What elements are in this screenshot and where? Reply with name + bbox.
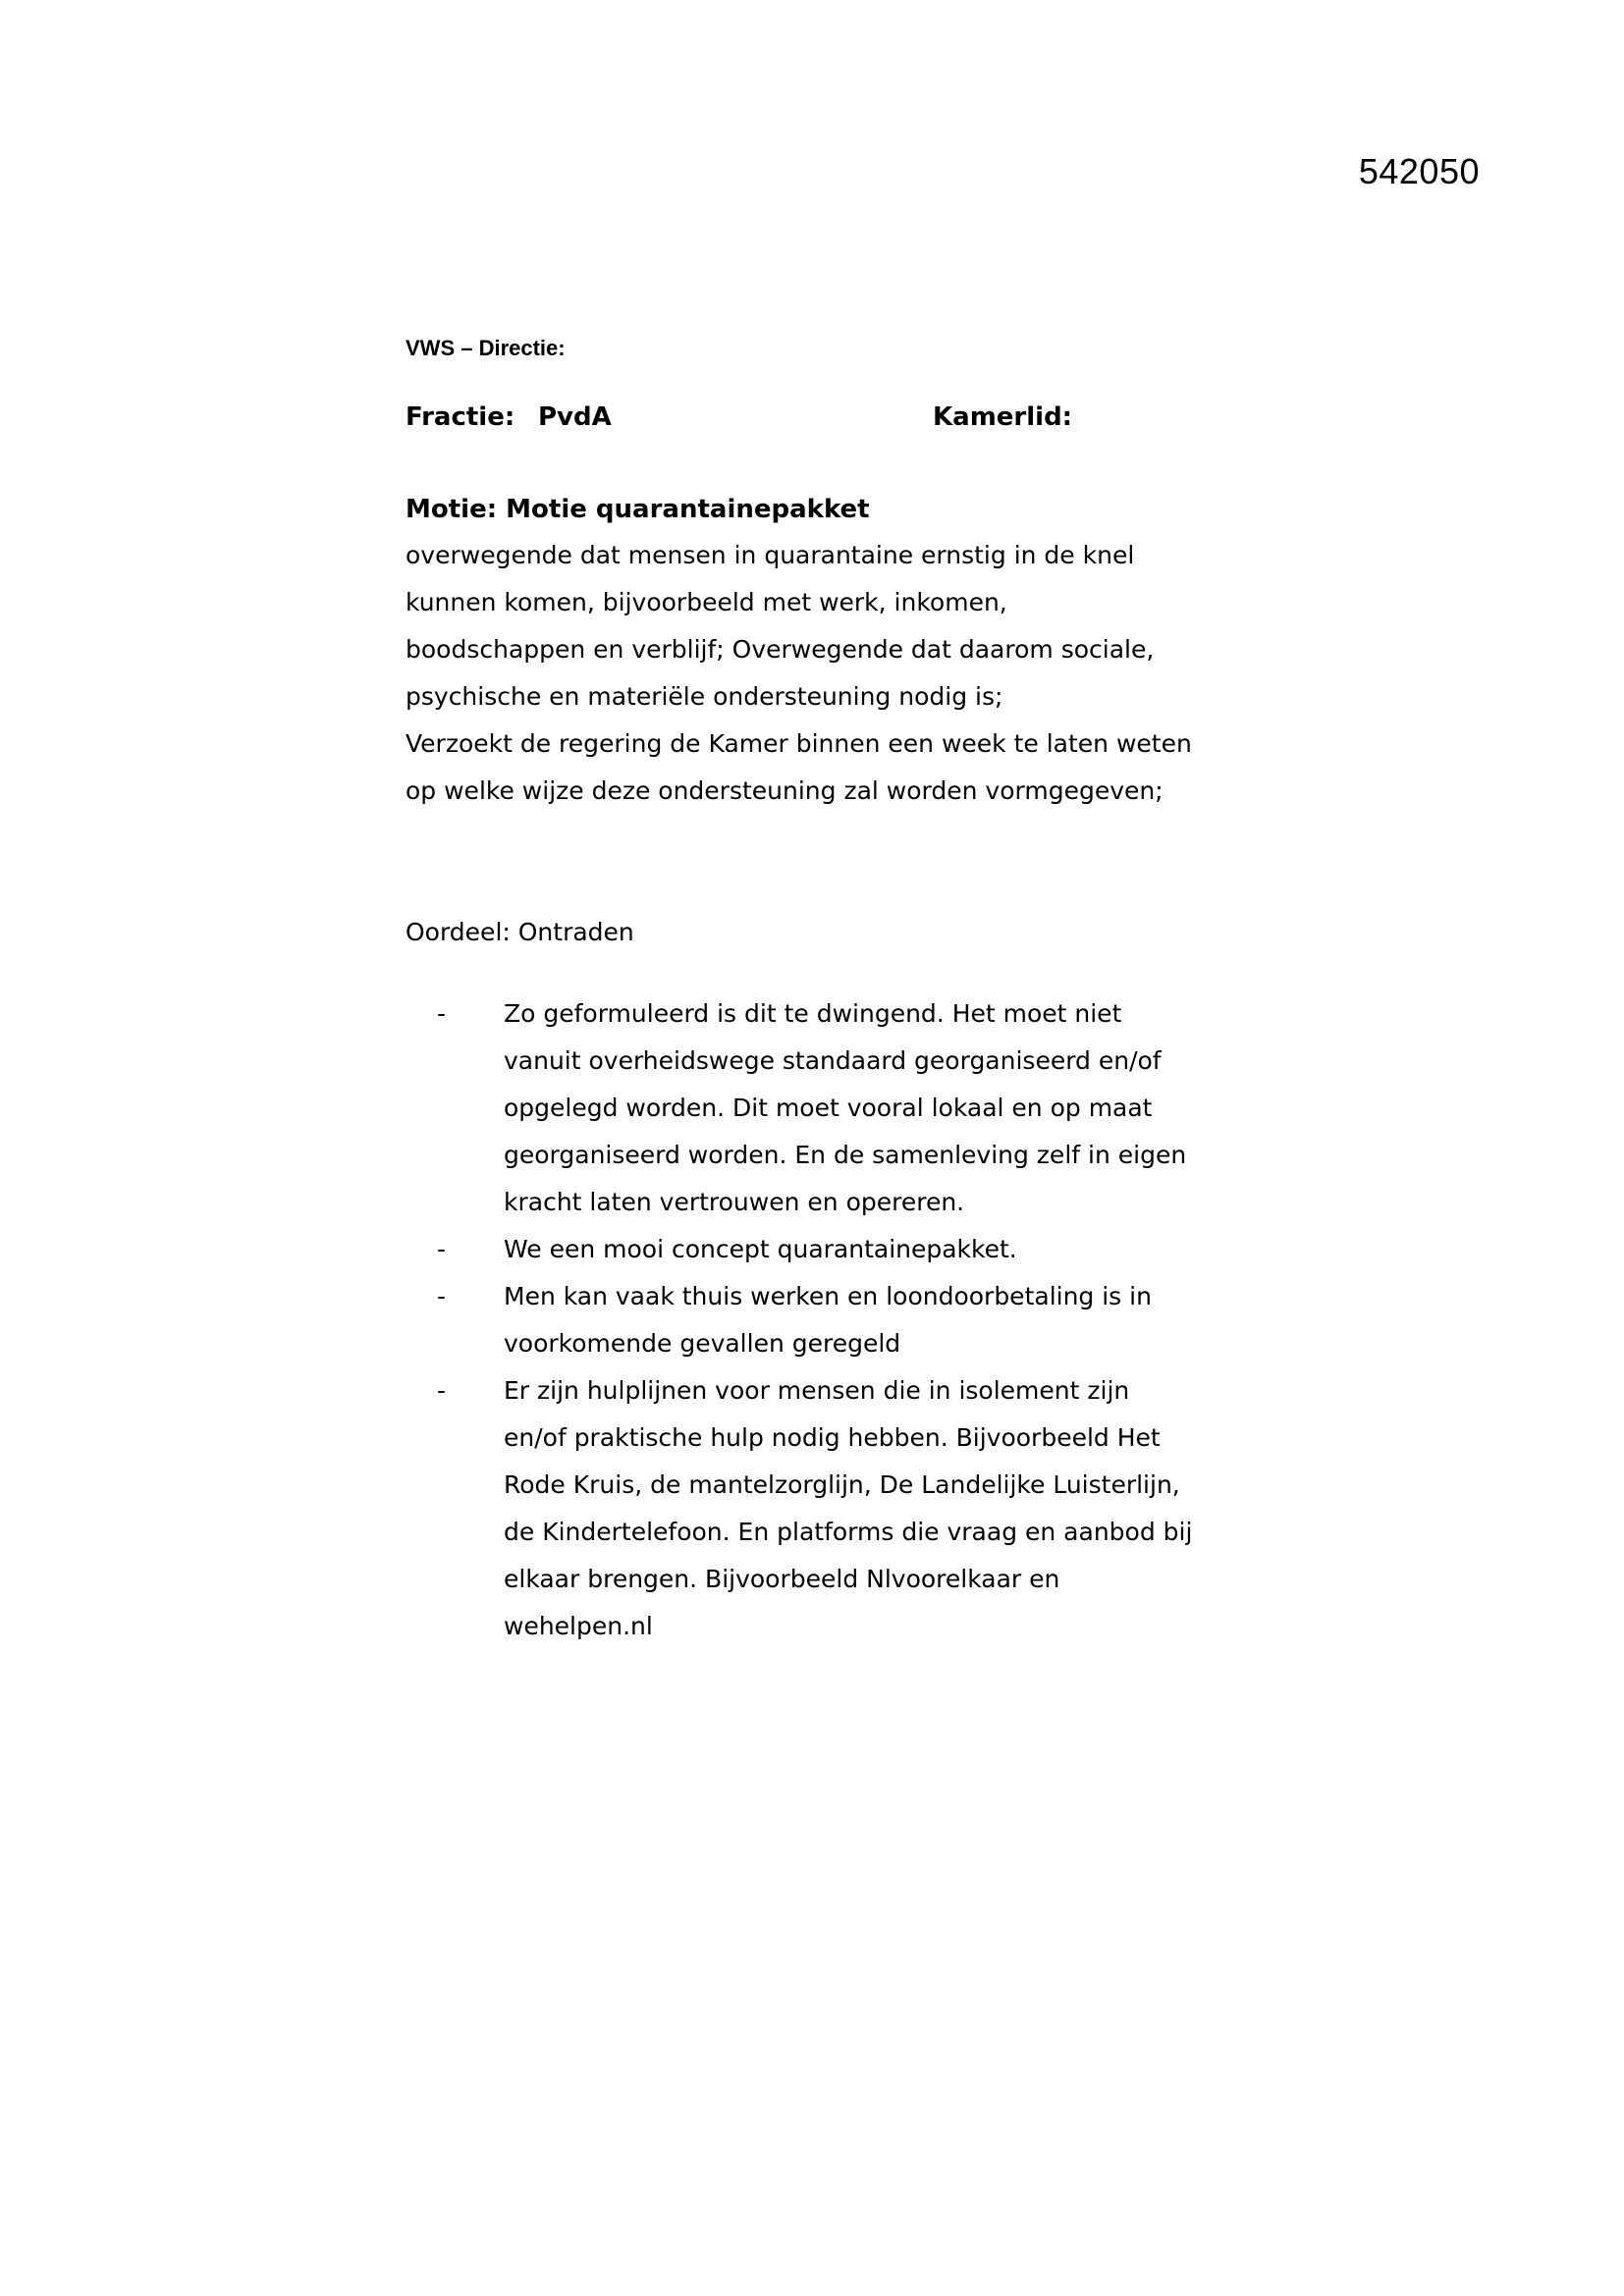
fractie-value: PvdA (538, 402, 612, 432)
list-item (406, 1273, 1250, 1367)
list-item-line: opgelegd worden. Dit moet vooral lokaal en op maat (504, 1094, 1153, 1122)
list-item-line: Rode Kruis, de mantelzorglijn, De Landelijke Luisterlijn, (504, 1470, 1180, 1499)
bullet-dash: - (437, 1235, 447, 1263)
kamerlid-label: Kamerlid: (933, 402, 1073, 432)
bullet-dash: - (437, 1282, 447, 1310)
list-item-line: de Kindertelefoon. En platforms die vraag en aanbod bij (504, 1518, 1193, 1546)
list-item-line: vanuit overheidswege standaard georganiseerd en/of (504, 1046, 1162, 1075)
bullet-dash: - (437, 1376, 447, 1405)
list-item-line: kracht laten vertrouwen en opereren. (504, 1188, 965, 1216)
bullet-dash: - (437, 999, 447, 1028)
list-item-line: en/of praktische hulp nodig hebben. Bijvoorbeeld Het (504, 1423, 1161, 1452)
list-item-line: Er zijn hulplijnen voor mensen die in isolement zijn (504, 1376, 1130, 1405)
directie-label: VWS – Directie: (406, 336, 566, 360)
oordeel: Oordeel: Ontraden (406, 918, 634, 946)
fractie-row (406, 400, 1250, 434)
motie-text (406, 532, 1250, 815)
document-number: 542050 (1358, 151, 1480, 191)
list-item-line: elkaar brengen. Bijvoorbeeld Nlvoorelkaar en (504, 1565, 1060, 1593)
motie-line: boodschappen en verblijf; Overwegende dat daarom sociale, (406, 635, 1155, 664)
fractie-label: Fractie: (406, 402, 515, 432)
list-item (406, 1367, 1250, 1650)
list-item (406, 990, 1250, 1226)
list-item (406, 1226, 1250, 1273)
motie-line: Verzoekt de regering de Kamer binnen een week te laten weten (406, 729, 1192, 758)
argument-list (406, 990, 1250, 1650)
motie-line: overwegende dat mensen in quarantaine ernstig in de knel (406, 541, 1135, 569)
motie-line: psychische en materiële ondersteuning nodig is; (406, 682, 1003, 711)
list-item-line: We een mooi concept quarantainepakket. (504, 1235, 1017, 1263)
motie-line: kunnen komen, bijvoorbeeld met werk, inkomen, (406, 588, 1007, 616)
document-body (406, 334, 1250, 1650)
list-item-line: wehelpen.nl (504, 1612, 653, 1640)
list-item-line: Zo geformuleerd is dit te dwingend. Het moet niet (504, 999, 1122, 1028)
list-item-line: Men kan vaak thuis werken en loondoorbetaling is in (504, 1282, 1152, 1310)
list-item-line: voorkomende gevallen geregeld (504, 1329, 901, 1358)
motie-line: op welke wijze deze ondersteuning zal worden vormgegeven; (406, 776, 1164, 805)
list-item-line: georganiseerd worden. En de samenleving zelf in eigen (504, 1141, 1187, 1169)
motie-title: Motie: Motie quarantainepakket (406, 495, 870, 524)
